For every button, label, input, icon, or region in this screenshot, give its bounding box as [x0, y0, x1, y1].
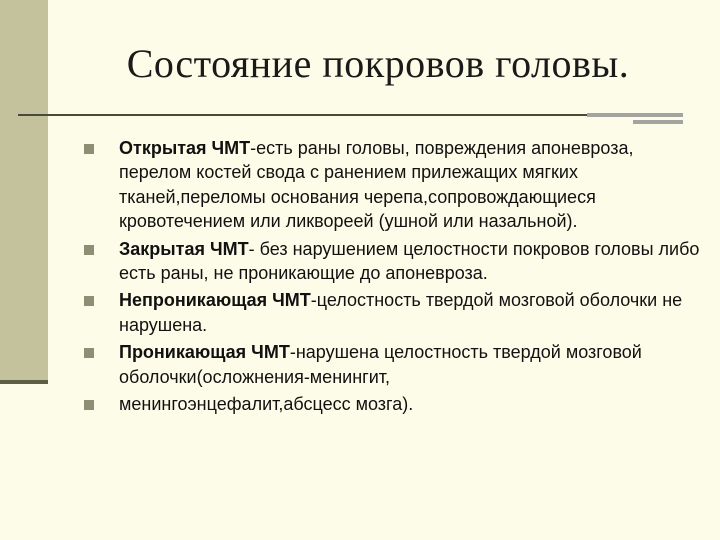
divider-accent [587, 113, 683, 117]
bullet-text: -целостность твердой мозговой оболочки не нарушена. [119, 290, 683, 335]
side-decoration-bar [0, 0, 48, 384]
bullet-term: Закрытая ЧМТ [119, 238, 249, 259]
square-bullet-icon [84, 400, 94, 410]
bullet-item [84, 288, 710, 337]
bullet-text: - без нарушением целостности покровов головы либо есть раны, не проникающие до апоневроза. [119, 238, 700, 284]
bullet-term: Проникающая ЧМТ [119, 342, 290, 363]
bullet-text: -нарушена целостность твердой мозговой оболочки(осложнения-менингит, [119, 342, 642, 387]
bullet-term: Открытая ЧМТ [119, 138, 251, 158]
square-bullet-icon [84, 245, 94, 255]
square-bullet-icon [84, 348, 94, 358]
bullet-term: Непроникающая ЧМТ [119, 290, 311, 311]
square-bullet-icon [84, 296, 94, 306]
title-divider [18, 114, 683, 116]
bullet-text: -есть раны головы, повреждения апоневроза, перелом костей свода с ранением прилежащих мягких тканей,переломы основания черепа,сопровождающиеся кровотечением или ликвореей (ушной или назальной). [119, 138, 634, 232]
bullet-list [84, 136, 710, 419]
slide-title: Состояние покровов головы. [126, 41, 630, 86]
bullet-item [84, 136, 710, 234]
side-decoration-underline [0, 380, 48, 384]
bullet-item [84, 340, 710, 389]
square-bullet-icon [84, 144, 94, 154]
bullet-item [84, 237, 710, 286]
bullet-text: менингоэнцефалит,абсцесс мозга). [119, 394, 414, 415]
divider-accent-secondary [633, 120, 683, 124]
bullet-item [84, 392, 710, 416]
